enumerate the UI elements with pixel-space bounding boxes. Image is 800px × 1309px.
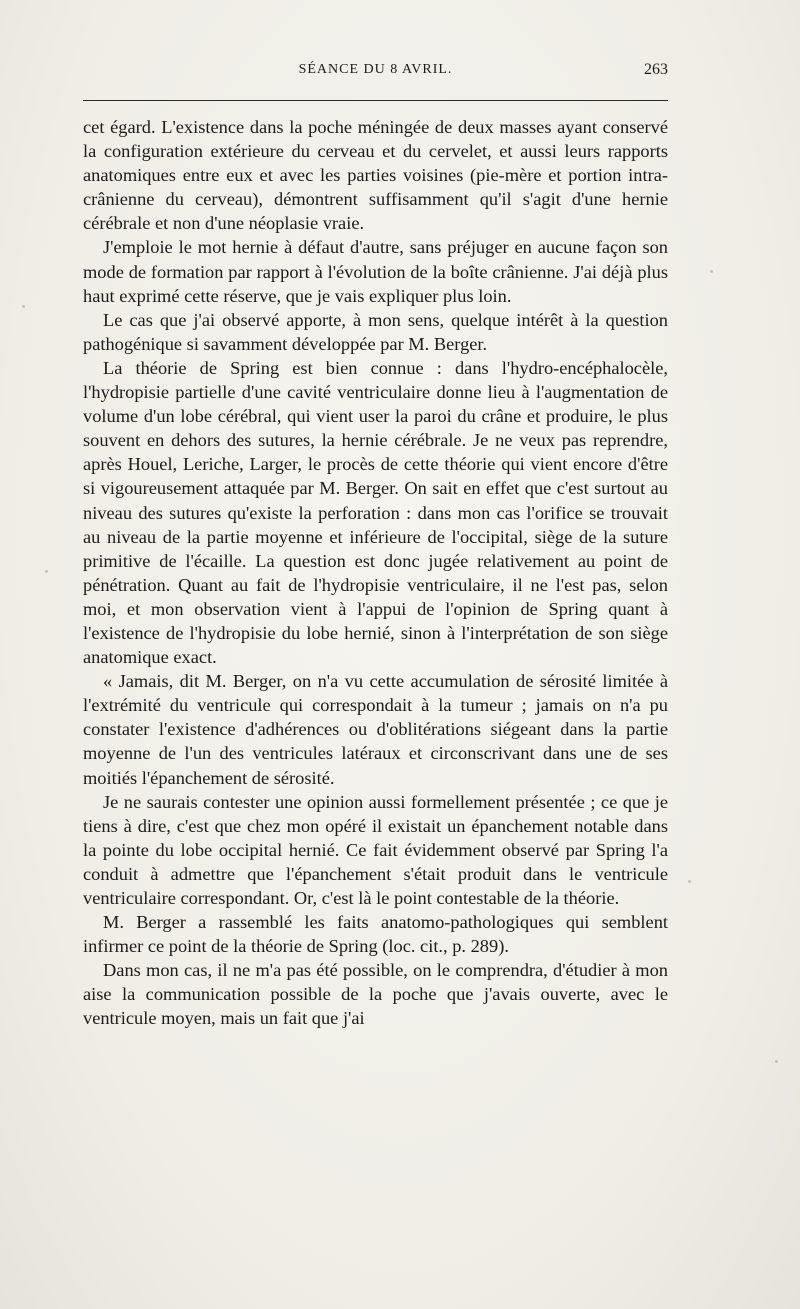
- paragraph-2: J'emploie le mot hernie à défaut d'autre, sans préjuger en aucune façon son mode de formation par rapport à l'évolution de la boîte crânienne. J'ai déjà plus haut exprimé cette réserve, que je vais expliquer plus loin.: [83, 237, 668, 306]
- header-rule: [83, 100, 668, 101]
- paragraph-7: M. Berger a rassemblé les faits anatomo-pathologiques qui semblent infirmer ce point de la théorie de Spring (loc. cit., p. 289).: [83, 912, 668, 957]
- paper-speck: [710, 270, 713, 273]
- paragraph-3: Le cas que j'ai observé apporte, à mon sens, quelque intérêt à la question pathogénique si savamment développée par M. Berger.: [83, 309, 668, 354]
- body-text: [83, 115, 668, 1031]
- page-number: 263: [644, 61, 668, 78]
- paper-speck: [45, 570, 48, 573]
- running-head: SÉANCE DU 8 AVRIL.: [298, 62, 453, 77]
- paragraph-1: cet égard. L'existence dans la poche méningée de deux masses ayant conservé la configuration extérieure du cerveau et du cervelet, et aussi leurs rapports anatomiques entre eux et avec les parties voisines (pie-mère et portion intra-crânienne du cerveau), démontrent suffisamment qu'il s'agit d'une hernie cérébrale et non d'une néoplasie vraie.: [83, 117, 668, 234]
- page-header: [83, 62, 668, 86]
- paragraph-5: « Jamais, dit M. Berger, on n'a vu cette accumulation de sérosité limitée à l'extrémité du ventricule qui correspondait à la tumeur ; jamais on n'a pu constater l'existence d'adhérences ou d'oblitérations siégeant dans la partie moyenne de l'un des ventricules latéraux et circonscrivant dans une de ses moitiés l'épanchement de sérosité.: [83, 671, 668, 788]
- paragraph-8: Dans mon cas, il ne m'a pas été possible, on le comprendra, d'étudier à mon aise la communication possible de la poche que j'avais ouverte, avec le ventricule moyen, mais un fait que j'ai: [83, 960, 668, 1029]
- paper-speck: [775, 1060, 778, 1063]
- paper-speck: [688, 880, 691, 883]
- paragraph-4: La théorie de Spring est bien connue : dans l'hydro-encéphalocèle, l'hydropisie partielle d'une cavité ventriculaire donne lieu à l'augmentation de volume d'un lobe cérébral, qui vient user la paroi du crâne et produire, le plus souvent en dehors des sutures, la hernie cérébrale. Je ne veux pas reprendre, après Houel, Leriche, Larger, le procès de cette théorie qui vient encore d'être si vigoureusement attaquée par M. Berger. On sait en effet que c'est surtout au niveau des sutures qu'existe la perforation : dans mon cas l'orifice se trouvait au niveau de la partie moyenne et inférieure de l'occipital, siège de la suture primitive de l'écaille. La question est donc jugée relativement au point de pénétration. Quant au fait de l'hydropisie ventriculaire, il ne l'est pas, selon moi, et mon observation vient à l'appui de l'opinion de Spring quant à l'existence de l'hydropisie du lobe hernié, sinon à l'interprétation de son siège anatomique exact.: [83, 357, 668, 668]
- paper-speck: [22, 305, 25, 308]
- paragraph-6: Je ne saurais contester une opinion aussi formellement présentée ; ce que je tiens à dire, c'est que chez mon opéré il existait un épanchement notable dans la pointe du lobe occipital hernié. Ce fait évidemment observé par Spring l'a conduit à admettre que l'épanchement s'était produit dans le ventricule ventriculaire correspondant. Or, c'est là le point contestable de la théorie.: [83, 791, 668, 908]
